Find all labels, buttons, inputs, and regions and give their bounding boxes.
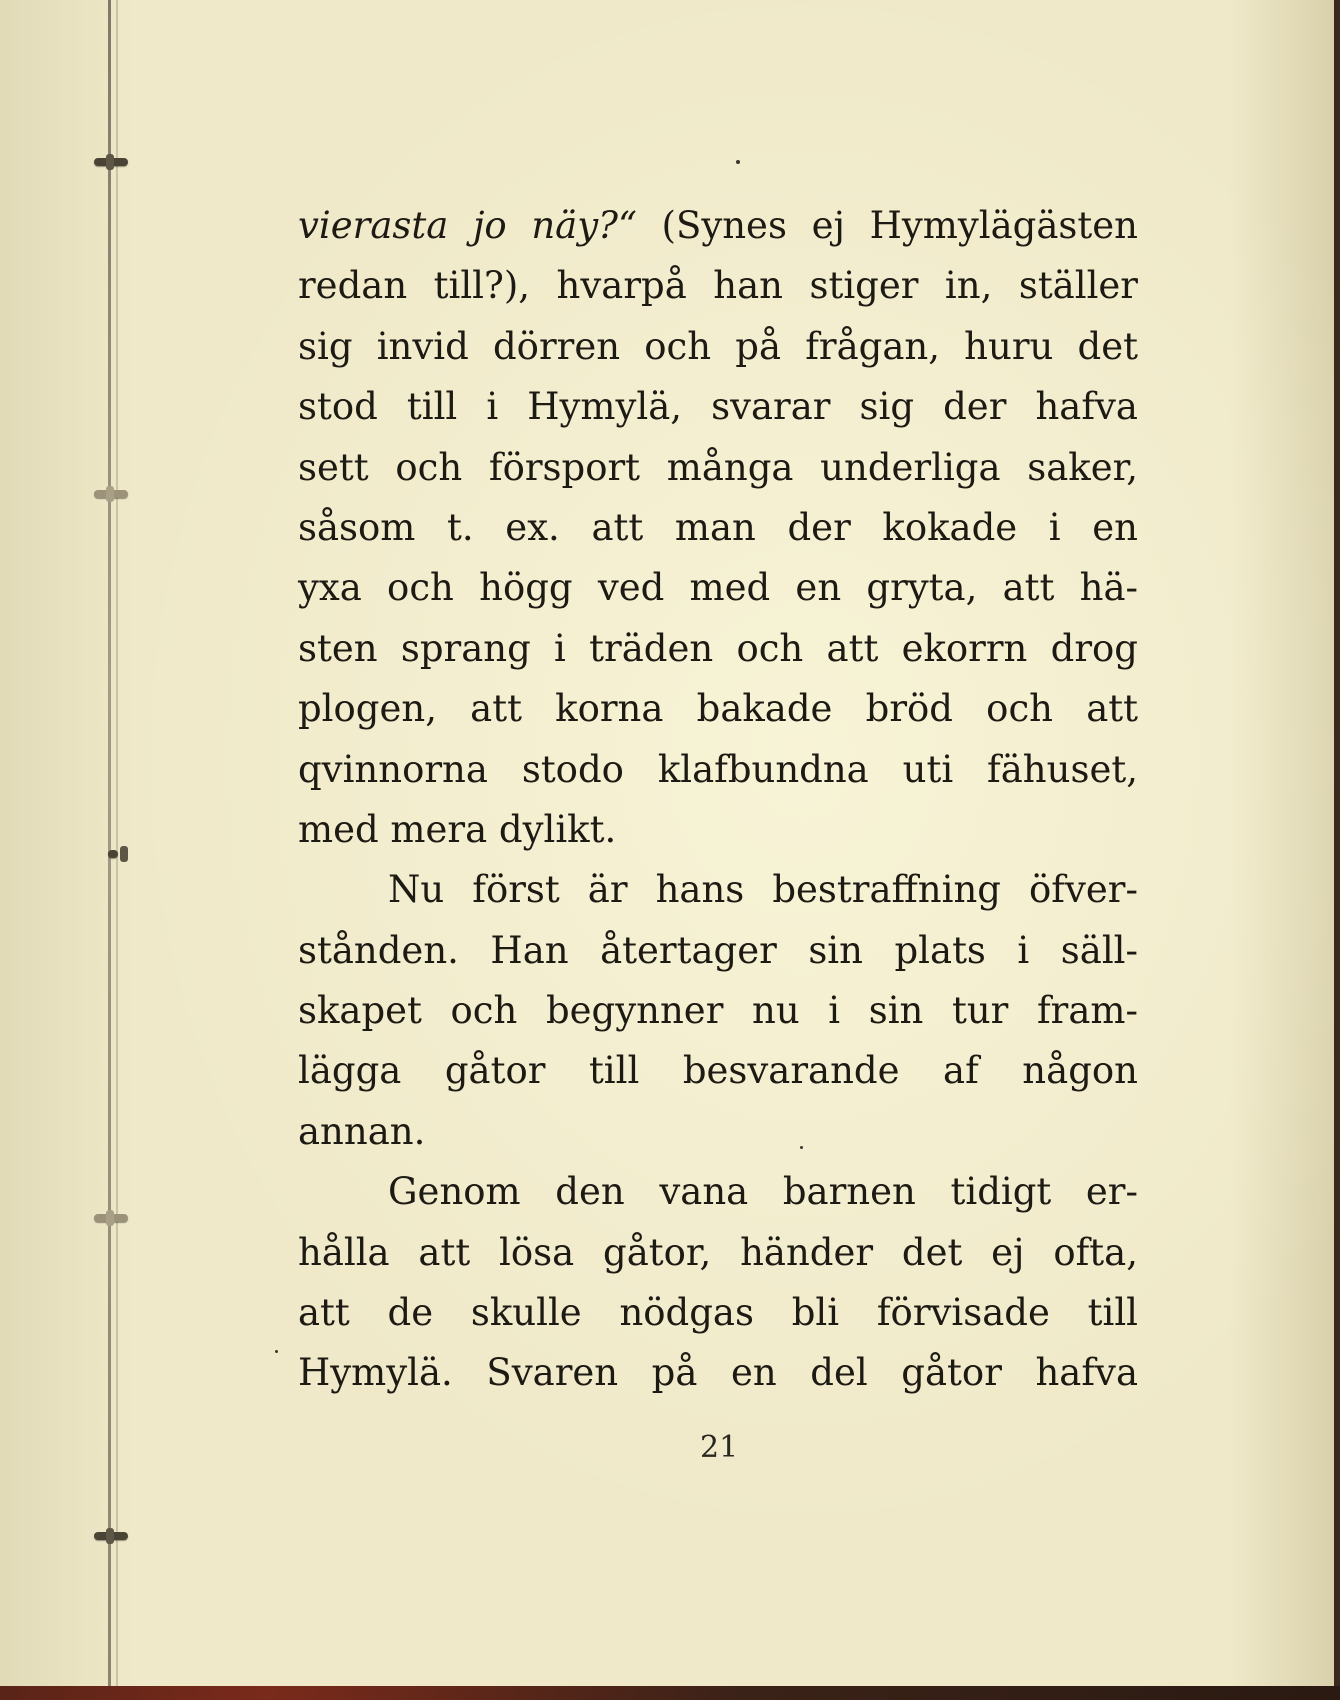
book-edge-right <box>1334 0 1340 1700</box>
body-text <box>298 196 1138 1404</box>
text-line <box>298 196 1138 256</box>
binding-stitch <box>94 490 128 498</box>
text-line: qvinnorna stodo klafbundna uti fähuset, <box>298 747 1138 791</box>
text-line: sig invid dörren och på frågan, huru det <box>298 324 1138 368</box>
text-line: Nu först är hans bestraffning öfver- <box>388 868 1138 912</box>
text-line: Genom den vana barnen tidigt er- <box>388 1170 1138 1214</box>
book-edge-bottom <box>0 1686 1340 1700</box>
binding-stitch <box>108 850 118 858</box>
text-line: sten sprang i träden och att ekorrn drog <box>298 626 1138 670</box>
text-line: plogen, att korna bakade bröd och att <box>298 687 1138 731</box>
text-line: såsom t. ex. att man der kokade i en <box>298 505 1138 549</box>
binding-stitch <box>94 1214 128 1222</box>
binding-stitch <box>94 158 128 166</box>
text-line: stånden. Han återtager sin plats i säll- <box>298 928 1138 972</box>
binding-thread <box>108 0 111 1688</box>
text-line: sett och försport många underliga saker, <box>298 445 1138 489</box>
page-number: 21 <box>700 1430 739 1465</box>
paper-speck <box>275 1350 278 1353</box>
text-line-rest: (Synes ej Hymylägästen <box>636 204 1138 247</box>
text-line: annan. <box>298 1109 426 1153</box>
binding-stitch <box>94 1532 128 1540</box>
text-line-italic: vierasta jo näy?“ <box>298 204 637 247</box>
text-line: skapet och begynner nu i sin tur fram- <box>298 989 1138 1033</box>
text-line: med mera dylikt. <box>298 807 617 851</box>
text-line: yxa och högg ved med en gryta, att hä- <box>298 566 1138 610</box>
text-line: lägga gåtor till besvarande af någon <box>298 1049 1138 1093</box>
text-line: hålla att lösa gåtor, händer det ej ofta, <box>298 1230 1138 1274</box>
text-line: stod till i Hymylä, svarar sig der hafva <box>298 385 1138 429</box>
text-line: redan till?), hvarpå han stiger in, ställer <box>298 264 1138 308</box>
paper-speck <box>736 160 740 164</box>
binding-thread-shadow <box>116 0 118 1688</box>
text-line: att de skulle nödgas bli förvisade till <box>298 1291 1138 1335</box>
text-line: Hymylä. Svaren på en del gåtor hafva <box>298 1351 1138 1395</box>
